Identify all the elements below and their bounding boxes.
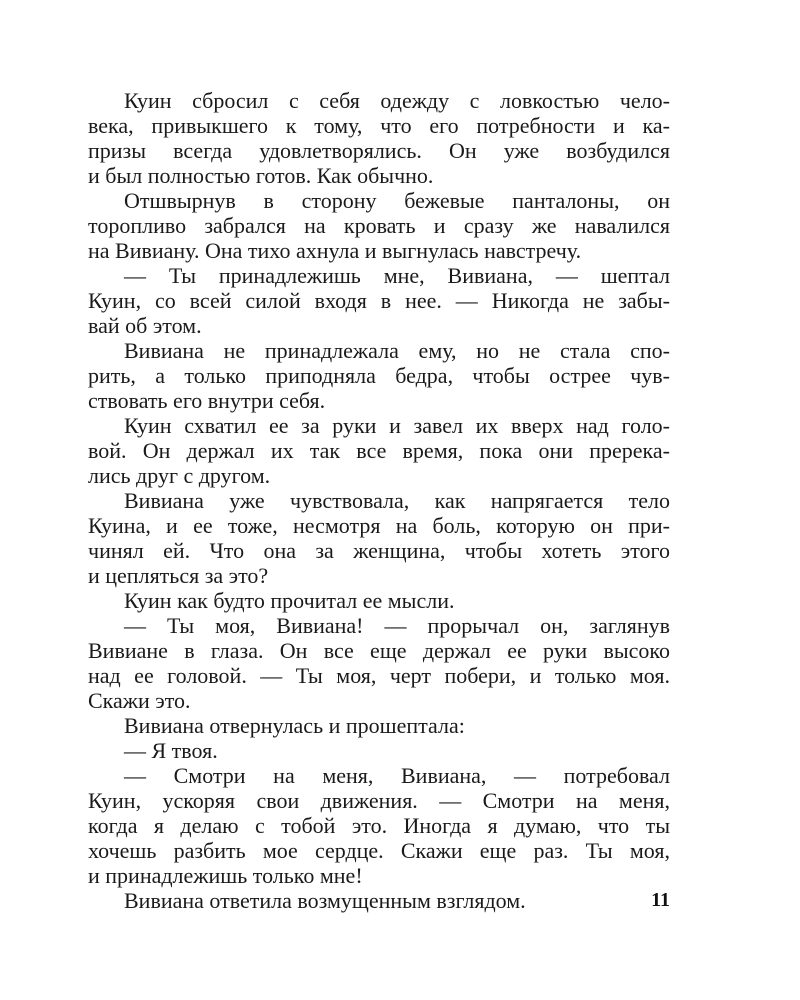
text-line: на Вивиану. Она тихо ахнула и выгнулась навстречу. bbox=[88, 238, 582, 263]
paragraph-12 bbox=[88, 888, 670, 913]
paragraph-11 bbox=[88, 763, 670, 888]
text-line: Вивиана уже чувствовала, как напрягается тело bbox=[124, 488, 670, 513]
text-line: хочешь разбить мое сердце. Скажи еще раз. Ты моя, bbox=[88, 838, 670, 863]
text-line: Куин, ускоряя свои движения. — Смотри на меня, bbox=[88, 788, 670, 813]
text-line: вой. Он держал их так все время, пока они пререка- bbox=[88, 438, 670, 463]
text-line: — Ты принадлежишь мне, Вивиана, — шептал bbox=[124, 263, 670, 288]
text-line: и цепляться за это? bbox=[88, 563, 269, 588]
text-line: — Смотри на меня, Вивиана, — потребовал bbox=[124, 763, 670, 788]
text-line: призы всегда удовлетворялись. Он уже возбудился bbox=[88, 138, 670, 163]
paragraph-6 bbox=[88, 488, 670, 588]
text-line: и принадлежишь только мне! bbox=[88, 863, 363, 888]
text-line: над ее головой. — Ты моя, черт побери, и только моя. bbox=[88, 663, 670, 688]
text-line: Вивиана отвернулась и прошептала: bbox=[124, 713, 465, 738]
text-line: — Я твоя. bbox=[124, 738, 218, 763]
text-line: Вивиане в глаза. Он все еще держал ее руки высоко bbox=[88, 638, 670, 663]
text-line: торопливо забрался на кровать и сразу же навалился bbox=[88, 213, 670, 238]
text-line: Куин, со всей силой входя в нее. — Никогда не забы- bbox=[88, 288, 670, 313]
text-line: когда я делаю с тобой это. Иногда я думаю, что ты bbox=[88, 813, 670, 838]
text-line: ствовать его внутри себя. bbox=[88, 388, 326, 413]
text-line: Куина, и ее тоже, несмотря на боль, которую он при- bbox=[88, 513, 670, 538]
text-line: века, привыкшего к тому, что его потребности и ка- bbox=[88, 113, 670, 138]
paragraph-8 bbox=[88, 613, 670, 713]
paragraph-2 bbox=[88, 188, 670, 263]
paragraph-4 bbox=[88, 338, 670, 413]
text-line: вай об этом. bbox=[88, 313, 202, 338]
text-line: чинял ей. Что она за женщина, чтобы хотеть этого bbox=[88, 538, 670, 563]
page-number: 11 bbox=[651, 889, 670, 911]
text-line: Вивиана ответила возмущенным взглядом. bbox=[124, 888, 526, 913]
paragraph-5 bbox=[88, 413, 670, 488]
text-line: Куин схватил ее за руки и завел их вверх над голо- bbox=[124, 413, 670, 438]
text-line: — Ты моя, Вивиана! — прорычал он, заглянув bbox=[124, 613, 670, 638]
paragraph-10 bbox=[88, 738, 670, 763]
text-line: рить, а только приподняла бедра, чтобы острее чув- bbox=[88, 363, 670, 388]
paragraph-1 bbox=[88, 88, 670, 188]
paragraph-7 bbox=[88, 588, 670, 613]
book-page-text bbox=[88, 88, 670, 913]
text-line: Вивиана не принадлежала ему, но не стала спо- bbox=[124, 338, 670, 363]
paragraph-9 bbox=[88, 713, 670, 738]
text-line: Куин как будто прочитал ее мысли. bbox=[124, 588, 455, 613]
paragraph-3 bbox=[88, 263, 670, 338]
text-line: Куин сбросил с себя одежду с ловкостью чело- bbox=[124, 88, 670, 113]
text-line: и был полностью готов. Как обычно. bbox=[88, 163, 434, 188]
text-line: лись друг с другом. bbox=[88, 463, 271, 488]
text-line: Отшвырнув в сторону бежевые панталоны, он bbox=[124, 188, 670, 213]
text-line: Скажи это. bbox=[88, 688, 191, 713]
